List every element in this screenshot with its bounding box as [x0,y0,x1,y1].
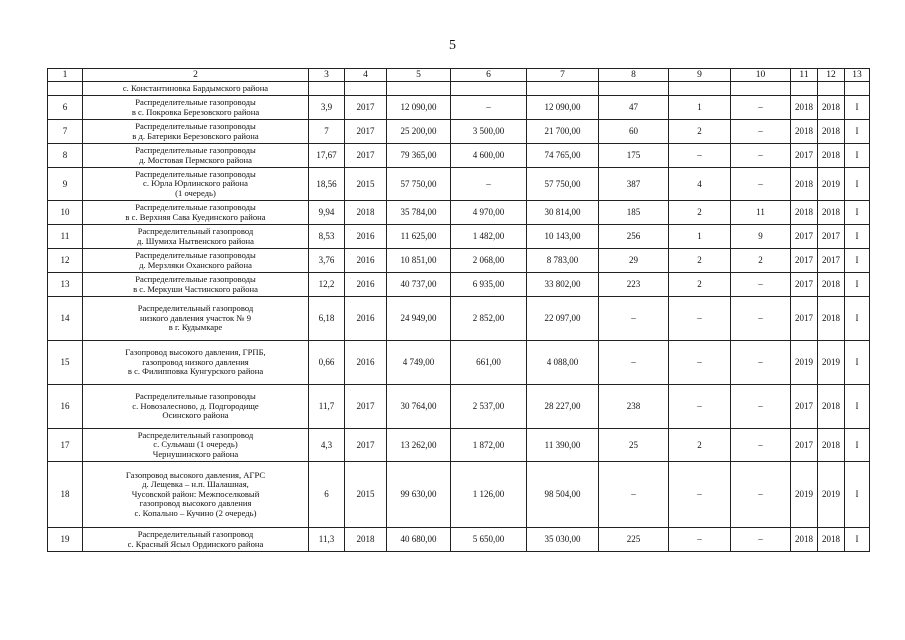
cell-c5: 24 949,00 [387,297,451,341]
cell-c11: 2018 [791,120,818,144]
object-name-line: д. Мостовая Пермского района [139,154,252,165]
cell-c12: 2018 [818,201,845,225]
cell-c8: 238 [599,385,669,429]
cell-c10: – [731,429,791,462]
cell-c12: 2018 [818,528,845,552]
object-name-line: Распределительные газопроводы [135,274,256,285]
cell-c7: 35 030,00 [527,528,599,552]
cell-len: 18,56 [309,168,345,201]
cell-c6: 2 068,00 [451,249,527,273]
cell-c9: 1 [669,96,731,120]
object-name [83,297,309,341]
cell-c12: 2019 [818,168,845,201]
object-name-line: Распределительный газопровод [137,226,254,237]
column-header: 7 [527,69,599,82]
cell-c11: 2017 [791,225,818,249]
cell-c8: 25 [599,429,669,462]
object-name-line: Распределительные газопроводы [135,168,256,179]
cell-c9: – [669,297,731,341]
cell-year: 2015 [345,168,387,201]
column-header: 9 [669,69,731,82]
column-header: 3 [309,69,345,82]
cell-c9: – [669,528,731,552]
cell-c11: 2019 [791,341,818,385]
cell-n: 9 [48,168,83,201]
cell-n: 14 [48,297,83,341]
object-name-line: Чернушинского района [152,448,239,459]
cell-n: 7 [48,120,83,144]
cell-c8: 387 [599,168,669,201]
cell-c9: – [669,341,731,385]
cell-c8: 47 [599,96,669,120]
object-name [83,225,309,249]
cell-c9: 2 [669,120,731,144]
cell-c10: 11 [731,201,791,225]
object-name-line: Распределительные газопроводы [135,202,256,213]
cell-len: 12,2 [309,273,345,297]
cell-c10: – [731,168,791,201]
cell-c9: 1 [669,225,731,249]
cell-c12: 2018 [818,120,845,144]
cell-c13: I [845,528,870,552]
cell-len: 3,9 [309,96,345,120]
object-name-line: Распределительные газопроводы [135,145,256,156]
cell-c7: 21 700,00 [527,120,599,144]
object-name-line: Газопровод высокого давления, АГРС [125,469,266,480]
cell-c9: – [669,144,731,168]
cell-c12: 2018 [818,385,845,429]
table-row [48,273,870,297]
cell-c11: 2018 [791,201,818,225]
object-name-line: Осинского района [162,410,229,421]
cell-c7: 11 390,00 [527,429,599,462]
cell-c11: 2018 [791,96,818,120]
cell-c10: – [731,273,791,297]
cell-c11: 2018 [791,168,818,201]
cell-year: 2017 [345,385,387,429]
cell-c8: 256 [599,225,669,249]
cell-c7: 30 814,00 [527,201,599,225]
cell-c12: 2018 [818,273,845,297]
column-header: 1 [48,69,83,82]
cell-c5: 40 737,00 [387,273,451,297]
cell-c11: 2017 [791,385,818,429]
cell-c7: 4 088,00 [527,341,599,385]
cell-c5: 12 090,00 [387,96,451,120]
cell-c5: 10 851,00 [387,249,451,273]
cell-len: 7 [309,120,345,144]
cell-c8: 60 [599,120,669,144]
cell-year: 2017 [345,96,387,120]
cell-len: 17,67 [309,144,345,168]
column-number-row [48,69,870,82]
cell-year: 2018 [345,528,387,552]
object-name-line: Распределительные газопроводы [135,250,256,261]
cell-year: 2016 [345,297,387,341]
object-name-line: д. Мерзляки Оханского района [139,259,252,270]
cell-len: 11,3 [309,528,345,552]
cell-c11: 2017 [791,249,818,273]
object-name-line: газопровод высокого давления [139,498,252,509]
cell-len: 3,76 [309,249,345,273]
object-name [83,341,309,385]
object-name-line: с. Новозалесново, д. Подгородище [132,400,259,411]
cell-c7: 8 783,00 [527,249,599,273]
cell-n: 10 [48,201,83,225]
cell-c5: 25 200,00 [387,120,451,144]
cell-c6: – [451,168,527,201]
cell-c13: I [845,462,870,528]
cell-c5: 57 750,00 [387,168,451,201]
object-name [83,462,309,528]
cell-n: 15 [48,341,83,385]
cell-c6: 6 935,00 [451,273,527,297]
cell-c6: 4 970,00 [451,201,527,225]
column-header: 10 [731,69,791,82]
cell-c11: 2019 [791,462,818,528]
cell-c12: 2019 [818,462,845,528]
cell-c5: 13 262,00 [387,429,451,462]
table-row [48,429,870,462]
column-header: 4 [345,69,387,82]
cell-c13: I [845,273,870,297]
cell-c6: 2 852,00 [451,297,527,341]
cell-c7: 28 227,00 [527,385,599,429]
object-name-line: (1 очередь) [175,187,216,198]
cell-len: 9,94 [309,201,345,225]
cell-c7: 98 504,00 [527,462,599,528]
cell-c5: 4 749,00 [387,341,451,385]
table-row [48,462,870,528]
cell-c6: 3 500,00 [451,120,527,144]
cell-c12: 2018 [818,297,845,341]
object-name [83,120,309,144]
cell-n: 8 [48,144,83,168]
object-name-line: Распределительные газопроводы [135,391,256,402]
cell-c8: 175 [599,144,669,168]
cell-year: 2016 [345,341,387,385]
object-name [83,168,309,201]
cell-c13: I [845,429,870,462]
object-name-line: Чусовской район: Межпоселковый [131,488,260,499]
cell-c13: I [845,249,870,273]
cell-c10: 2 [731,249,791,273]
cell-c10: – [731,120,791,144]
cell-n: 19 [48,528,83,552]
cell-c6: 1 126,00 [451,462,527,528]
table-row [48,385,870,429]
table-row [48,297,870,341]
cell-len: 8,53 [309,225,345,249]
cell-c13: I [845,144,870,168]
cell-n: 11 [48,225,83,249]
cell-c12: 2019 [818,341,845,385]
cell-c5: 11 625,00 [387,225,451,249]
cell-c13: I [845,297,870,341]
cell-len: 6 [309,462,345,528]
cell-year: 2017 [345,144,387,168]
cell-c13: I [845,341,870,385]
column-header: 6 [451,69,527,82]
cell-c7: 74 765,00 [527,144,599,168]
cell-c13: I [845,201,870,225]
cell-c9: – [669,462,731,528]
cell-c6: 1 872,00 [451,429,527,462]
cell-year: 2018 [345,201,387,225]
object-name-line: в с. Покровка Березовского района [131,106,260,117]
cell-c13: I [845,96,870,120]
cell-c6: 661,00 [451,341,527,385]
object-name [83,273,309,297]
cell-c7: 10 143,00 [527,225,599,249]
object-name-line: Распределительный газопровод [137,303,254,314]
cell-c5: 30 764,00 [387,385,451,429]
cell-c6: 5 650,00 [451,528,527,552]
cell-c8: – [599,462,669,528]
table-row [48,201,870,225]
object-name-line: д. Лещевка – н.п. Шалашная, [142,479,249,490]
cell-c7: 57 750,00 [527,168,599,201]
cell-c12: 2018 [818,96,845,120]
cell-c8: – [599,341,669,385]
cell-c9: 2 [669,273,731,297]
cell-c6: 4 600,00 [451,144,527,168]
page-number: 5 [449,38,456,53]
cell-c10: – [731,144,791,168]
cell-n: 6 [48,96,83,120]
cell-c13: I [845,225,870,249]
cell-year: 2015 [345,462,387,528]
cell-len: 0,66 [309,341,345,385]
table-row [48,168,870,201]
cell-n: 13 [48,273,83,297]
cell-n: 18 [48,462,83,528]
object-name-line: с. Красный Ясыл Ординского района [127,538,264,549]
cell-c11: 2018 [791,528,818,552]
object-name-line: с. Копально – Кучино (2 очередь) [134,507,257,518]
table-row [48,144,870,168]
cell-c13: I [845,385,870,429]
cell-year: 2017 [345,429,387,462]
cell-year: 2017 [345,120,387,144]
cell-c10: 9 [731,225,791,249]
column-header: 8 [599,69,669,82]
column-header: 2 [83,69,309,82]
table-row [48,249,870,273]
object-name-line: д. Шумиха Нытвенского района [137,235,254,246]
cell-n: 12 [48,249,83,273]
cell-c7: 22 097,00 [527,297,599,341]
object-name [83,249,309,273]
cell-c8: 185 [599,201,669,225]
object-name-line: Распределительные газопроводы [135,97,256,108]
cell-n: 17 [48,429,83,462]
object-name-line: Распределительный газопровод [137,429,254,440]
cell-c12: 2018 [818,144,845,168]
cell-c11: 2017 [791,297,818,341]
cell-year: 2016 [345,225,387,249]
cell-c6: 2 537,00 [451,385,527,429]
cell-c12: 2017 [818,249,845,273]
cell-c13: I [845,168,870,201]
cell-year: 2016 [345,273,387,297]
table-row [48,528,870,552]
cell-c11: 2017 [791,144,818,168]
cell-c12: 2017 [818,225,845,249]
cell-len: 4,3 [309,429,345,462]
object-name [83,144,309,168]
cell-n: 16 [48,385,83,429]
object-name [83,201,309,225]
cell-c7: 33 802,00 [527,273,599,297]
cell-c11: 2017 [791,273,818,297]
object-name-line: газопровод низкого давления [142,356,249,367]
cell-c8: 29 [599,249,669,273]
column-header: 12 [818,69,845,82]
object-name [83,528,309,552]
column-header: 13 [845,69,870,82]
cell-c11: 2017 [791,429,818,462]
cell-c10: – [731,96,791,120]
continued-row-text: с. Константиновка Бардымского района [83,82,309,96]
cell-c8: 225 [599,528,669,552]
table-row [48,225,870,249]
object-name-line: Газопровод высокого давления, ГРПБ, [125,347,266,358]
object-name-line: Распределительные газопроводы [135,121,256,132]
table-row [48,120,870,144]
object-name [83,429,309,462]
cell-c10: – [731,341,791,385]
object-name-line: в с. Верхняя Сава Куединского района [125,211,266,222]
object-name-line: низкого давления участок № 9 [139,312,252,323]
cell-c9: 2 [669,201,731,225]
cell-c13: I [845,120,870,144]
cell-c6: 1 482,00 [451,225,527,249]
cell-year: 2016 [345,249,387,273]
object-name-line: Распределительный газопровод [137,529,254,540]
column-header: 11 [791,69,818,82]
cell-len: 11,7 [309,385,345,429]
cell-c5: 79 365,00 [387,144,451,168]
object-name [83,96,309,120]
cell-c9: – [669,385,731,429]
cell-c10: – [731,462,791,528]
object-name-line: в д. Батерики Березовского района [132,130,259,141]
cell-c12: 2018 [818,429,845,462]
object-name [83,385,309,429]
cell-c8: – [599,297,669,341]
cell-c10: – [731,385,791,429]
object-name-line: в с. Меркуши Частинского района [133,283,258,294]
column-header: 5 [387,69,451,82]
object-name-line: в с. Филипповка Кунгурского района [127,366,264,377]
cell-c5: 99 630,00 [387,462,451,528]
object-name-line: в г. Кудымкаре [168,322,223,333]
continued-row [48,82,870,96]
cell-len: 6,18 [309,297,345,341]
table-row [48,96,870,120]
cell-c5: 40 680,00 [387,528,451,552]
cell-c9: 2 [669,429,731,462]
cell-c5: 35 784,00 [387,201,451,225]
cell-c9: 4 [669,168,731,201]
cell-c10: – [731,528,791,552]
cell-c8: 223 [599,273,669,297]
gas-pipeline-table [47,68,870,552]
object-name-line: с. Сульмаш (1 очередь) [153,439,238,450]
table-row [48,341,870,385]
cell-c6: – [451,96,527,120]
cell-c10: – [731,297,791,341]
object-name-line: с. Юрла Юрлинского района [143,178,248,189]
cell-c7: 12 090,00 [527,96,599,120]
cell-c9: 2 [669,249,731,273]
